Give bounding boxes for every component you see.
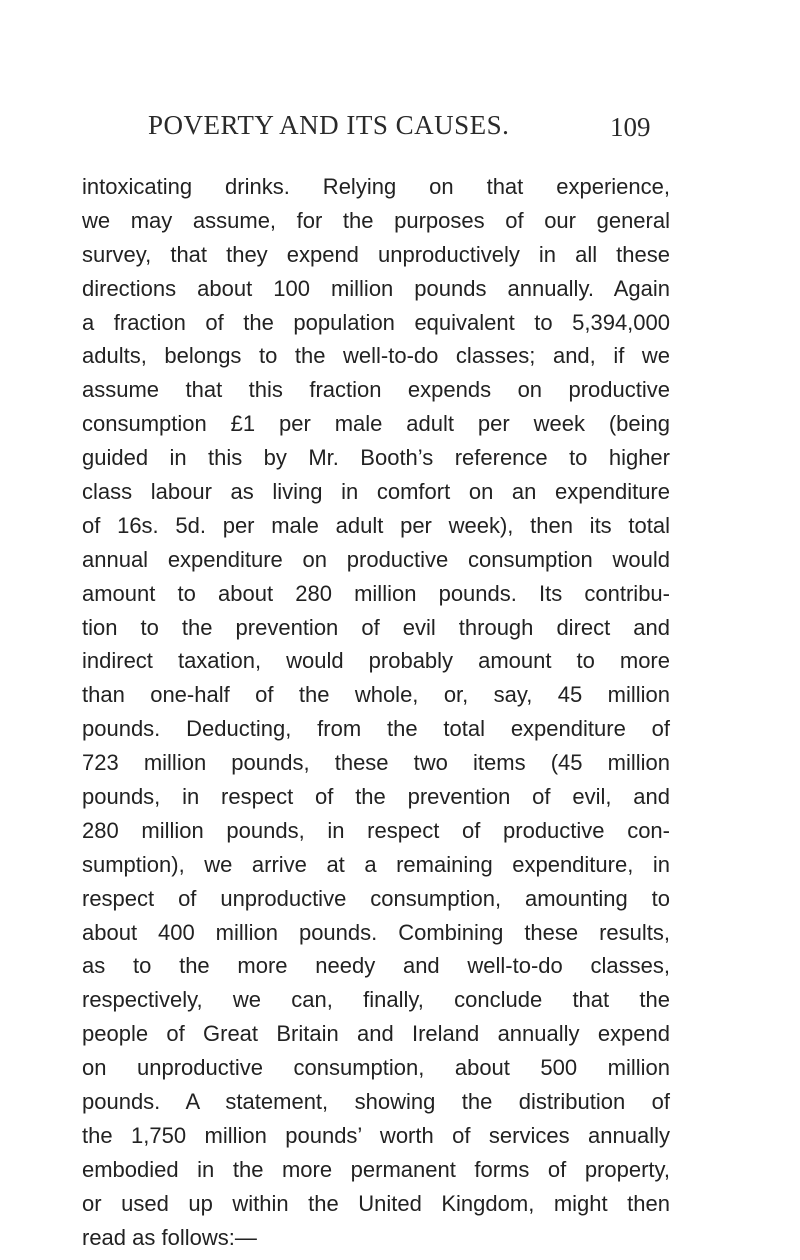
text-line: the 1,750 million pounds’ worth of services annually (82, 1122, 670, 1148)
text-line: 280 million pounds, in respect of productive con- (82, 817, 670, 843)
text-line: respect of unproductive consumption, amounting to (82, 885, 670, 911)
text-line: embodied in the more permanent forms of property, (82, 1156, 670, 1182)
text-line: 723 million pounds, these two items (45 million (82, 750, 670, 776)
text-line: people of Great Britain and Ireland annually expend (82, 1021, 670, 1047)
text-line: or used up within the United Kingdom, might then (82, 1190, 670, 1216)
page-number: 109 (610, 112, 651, 142)
text-line: respectively, we can, finally, conclude that the (82, 987, 670, 1013)
text-line: of 16s. 5d. per male adult per week), then its total (82, 512, 670, 538)
text-line: sumption), we arrive at a remaining expenditure, in (82, 851, 670, 877)
page-title: POVERTY AND ITS CAUSES. (148, 110, 510, 140)
text-line: pounds. Deducting, from the total expenditure of (82, 716, 670, 742)
text-line: directions about 100 million pounds annually. Again (82, 275, 670, 301)
body-paragraph (82, 170, 670, 1255)
text-line: adults, belongs to the well-to-do classes; and, if we (82, 343, 670, 369)
text-line: amount to about 280 million pounds. Its contribu- (82, 580, 670, 606)
text-line: indirect taxation, would probably amount to more (82, 648, 670, 674)
text-line: assume that this fraction expends on productive (82, 377, 670, 403)
text-line: as to the more needy and well-to-do classes, (82, 953, 670, 979)
text-line: a fraction of the population equivalent to 5,394,000 (82, 309, 670, 335)
text-line: on unproductive consumption, about 500 million (82, 1055, 670, 1081)
text-line: pounds. A statement, showing the distribution of (82, 1089, 670, 1115)
text-line: than one-half of the whole, or, say, 45 million (82, 682, 670, 708)
text-line: pounds, in respect of the prevention of evil, and (82, 784, 670, 810)
text-line: about 400 million pounds. Combining these results, (82, 919, 670, 945)
text-line: consumption £1 per male adult per week (being (82, 411, 670, 437)
text-line: intoxicating drinks. Relying on that experience, (82, 174, 670, 199)
text-line: class labour as living in comfort on an expenditure (82, 479, 670, 505)
running-head (0, 110, 800, 150)
text-line: we may assume, for the purposes of our general (82, 207, 670, 233)
text-line: survey, that they expend unproductively in all these (82, 241, 670, 267)
text-line: guided in this by Mr. Booth’s reference to higher (82, 445, 670, 471)
text-line: tion to the prevention of evil through direct and (82, 614, 670, 640)
text-line: read as follows:— (82, 1224, 257, 1250)
text-line: annual expenditure on productive consumption would (82, 546, 670, 572)
